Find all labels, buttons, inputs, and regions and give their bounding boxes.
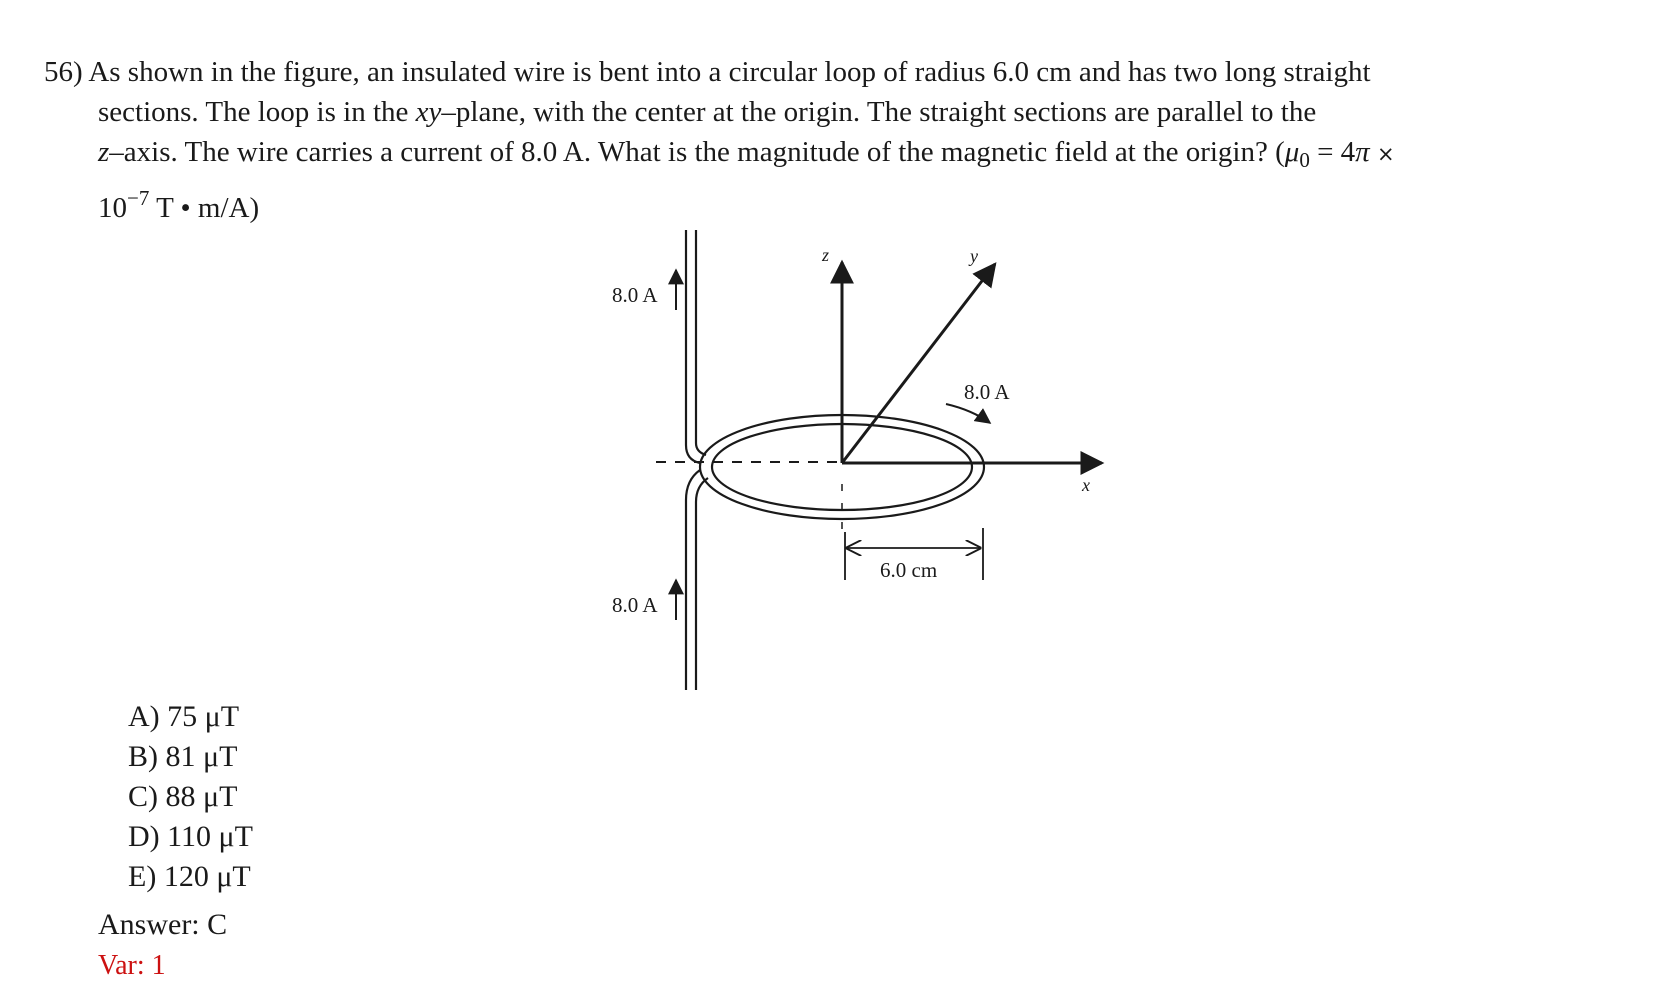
- question-number: 56): [44, 56, 83, 88]
- question-line-2: sections. The loop is in the xy–plane, with the center at the origin. The straight sections are parallel to the: [98, 96, 1317, 128]
- answer-choices: [128, 697, 253, 897]
- choice-d: D) 110 μT: [128, 820, 253, 853]
- choice-a: A) 75 μT: [128, 700, 240, 733]
- radius-label: 6.0 cm: [880, 558, 938, 582]
- axis-label-z: z: [822, 245, 830, 265]
- question-line-1: 56) As shown in the figure, an insulated wire is bent into a circular loop of radius 6.0 cm and has two long straight: [44, 56, 1371, 88]
- axes: [842, 262, 1102, 463]
- var-text: Var: 1: [98, 950, 166, 981]
- current-label-bottom: 8.0 A: [612, 593, 658, 617]
- straight-wire: [686, 230, 708, 690]
- choice-e: E) 120 μT: [128, 860, 251, 893]
- current-arrow-loop: [946, 404, 990, 423]
- axis-label-x: x: [1082, 475, 1090, 495]
- question-line-3: z–axis. The wire carries a current of 8.0 A. What is the magnitude of the magnetic field at the origin? ($\mu_0 = 4\pi$ ×: [98, 136, 1395, 172]
- question-line-4: $10^{-7}$ T • m/A): [98, 186, 260, 224]
- axis-label-y: y: [970, 246, 978, 266]
- choice-b: B) 81 μT: [128, 740, 238, 773]
- current-label-top: 8.0 A: [612, 283, 658, 307]
- answer-text: Answer: C: [98, 908, 228, 941]
- choice-c: C) 88 μT: [128, 780, 238, 813]
- current-label-loop: 8.0 A: [964, 380, 1010, 404]
